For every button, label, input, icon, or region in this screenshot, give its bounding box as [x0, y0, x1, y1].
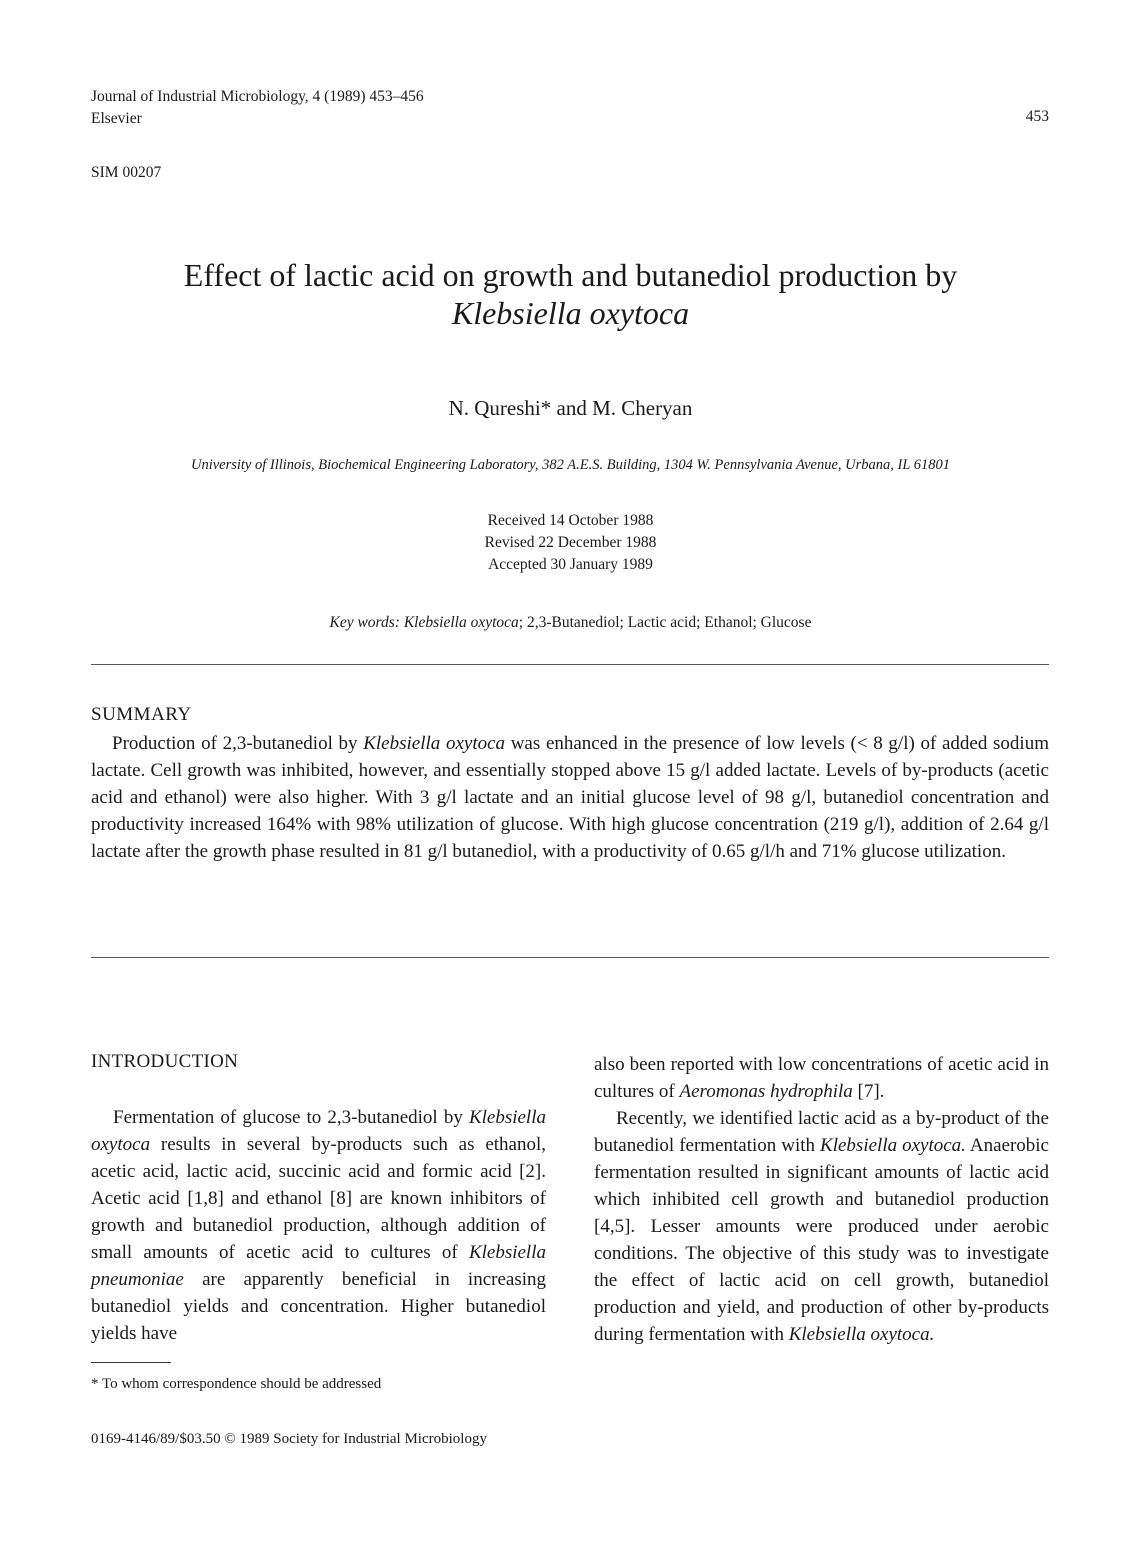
- intro-p1-a: Fermentation of glucose to 2,3-butanediol by: [113, 1107, 469, 1128]
- intro-p1-species-2: Klebsiella pneumoniae: [91, 1242, 546, 1290]
- journal-name: Journal of Industrial Microbiology, 4 (1989) 453–456: [91, 88, 424, 105]
- intro-p1-cont-b: [7].: [852, 1081, 885, 1102]
- title-line-1: Effect of lactic acid on growth and butanediol production by: [183, 257, 958, 293]
- revised-date: Revised 22 December 1988: [484, 534, 657, 551]
- affiliation: University of Illinois, Biochemical Engineering Laboratory, 382 A.E.S. Building, 1304 W. Pennsylvania Avenue, Urbana, IL 61801: [190, 457, 951, 473]
- article-dates: [70, 510, 1071, 576]
- column-right: [594, 1051, 1049, 1348]
- intro-p1-cont-a: also been reported with low concentrations of acetic acid in cultures of: [594, 1054, 1049, 1102]
- column-left: [91, 1104, 546, 1347]
- copyright-line: 0169-4146/89/$03.50 © 1989 Society for Industrial Microbiology: [91, 1431, 487, 1447]
- keywords-species: Klebsiella oxytoca: [403, 614, 519, 631]
- intro-paragraph-2: [594, 1105, 1049, 1348]
- intro-p2-species-1: Klebsiella oxytoca.: [820, 1135, 966, 1156]
- intro-p1-c: are apparently beneficial in increasing butanediol yields and concentration. Higher butanediol yields have: [91, 1269, 546, 1344]
- keywords-list: ; 2,3-Butanediol; Lactic acid; Ethanol; Glucose: [518, 614, 812, 631]
- summary-species: Klebsiella oxytoca: [363, 733, 506, 754]
- intro-p2-b: Anaerobic fermentation resulted in significant amounts of lactic acid which inhibited cell growth and butanediol production [4,5]. Lesser amounts were produced under aerobic conditions. The objective of this study was to investigate the effect of lactic acid on cell growth, butanediol production and yield, and production of other by-products during fermentation with: [594, 1135, 1049, 1345]
- summary-heading: SUMMARY: [91, 704, 192, 725]
- keywords: [70, 614, 1071, 632]
- accepted-date: Accepted 30 January 1989: [488, 556, 653, 573]
- footnote: * To whom correspondence should be addressed: [91, 1376, 382, 1392]
- summary-text-b: was enhanced in the presence of low levels (< 8 g/l) of added sodium lactate. Cell growth was inhibited, however, and essentially stopped above 15 g/l added lactate. Levels of by-products (acetic acid and ethanol) were also higher. With 3 g/l lactate and an initial glucose level of 98 g/l, butanediol concentration and productivity increased 164% with 98% utilization of glucose. With high glucose concentration (219 g/l), addition of 2.64 g/l lactate after the growth phase resulted in 81 g/l butanediol, with a productivity of 0.65 g/l/h and 71% glucose utilization.: [91, 733, 1049, 862]
- sim-number: SIM 00207: [91, 164, 162, 181]
- intro-p1-species-1: Klebsiella oxytoca: [91, 1107, 546, 1155]
- divider-top: [91, 664, 1049, 665]
- divider-bottom: [91, 957, 1049, 958]
- publisher: Elsevier: [91, 110, 142, 127]
- authors: N. Qureshi* and M. Cheryan: [448, 396, 693, 420]
- received-date: Received 14 October 1988: [487, 512, 654, 529]
- footnote-rule: [91, 1362, 171, 1363]
- article-title: [70, 256, 1071, 332]
- introduction-heading: INTRODUCTION: [91, 1051, 239, 1072]
- summary-text: [91, 730, 1049, 865]
- intro-paragraph-1: [91, 1104, 546, 1347]
- intro-p2-species-2: Klebsiella oxytoca.: [788, 1324, 935, 1345]
- page-number: 453: [1025, 108, 1049, 125]
- keywords-label: Key words:: [329, 614, 400, 631]
- title-line-2: Klebsiella oxytoca: [451, 295, 690, 331]
- intro-p2-a: Recently, we identified lactic acid as a by-product of the butanediol fermentation with: [594, 1108, 1049, 1156]
- intro-p1-b: results in several by-products such as ethanol, acetic acid, lactic acid, succinic acid and formic acid [2]. Acetic acid [1,8] and ethanol [8] are known inhibitors of growth and butanediol production, although addition of small amounts of acetic acid to cultures of: [91, 1134, 546, 1263]
- summary-text-a: Production of 2,3-butanediol by: [112, 733, 364, 754]
- intro-paragraph-1-continued: [594, 1051, 1049, 1105]
- intro-p1-species-3: Aeromonas hydrophila: [679, 1081, 853, 1102]
- journal-citation: [91, 86, 424, 130]
